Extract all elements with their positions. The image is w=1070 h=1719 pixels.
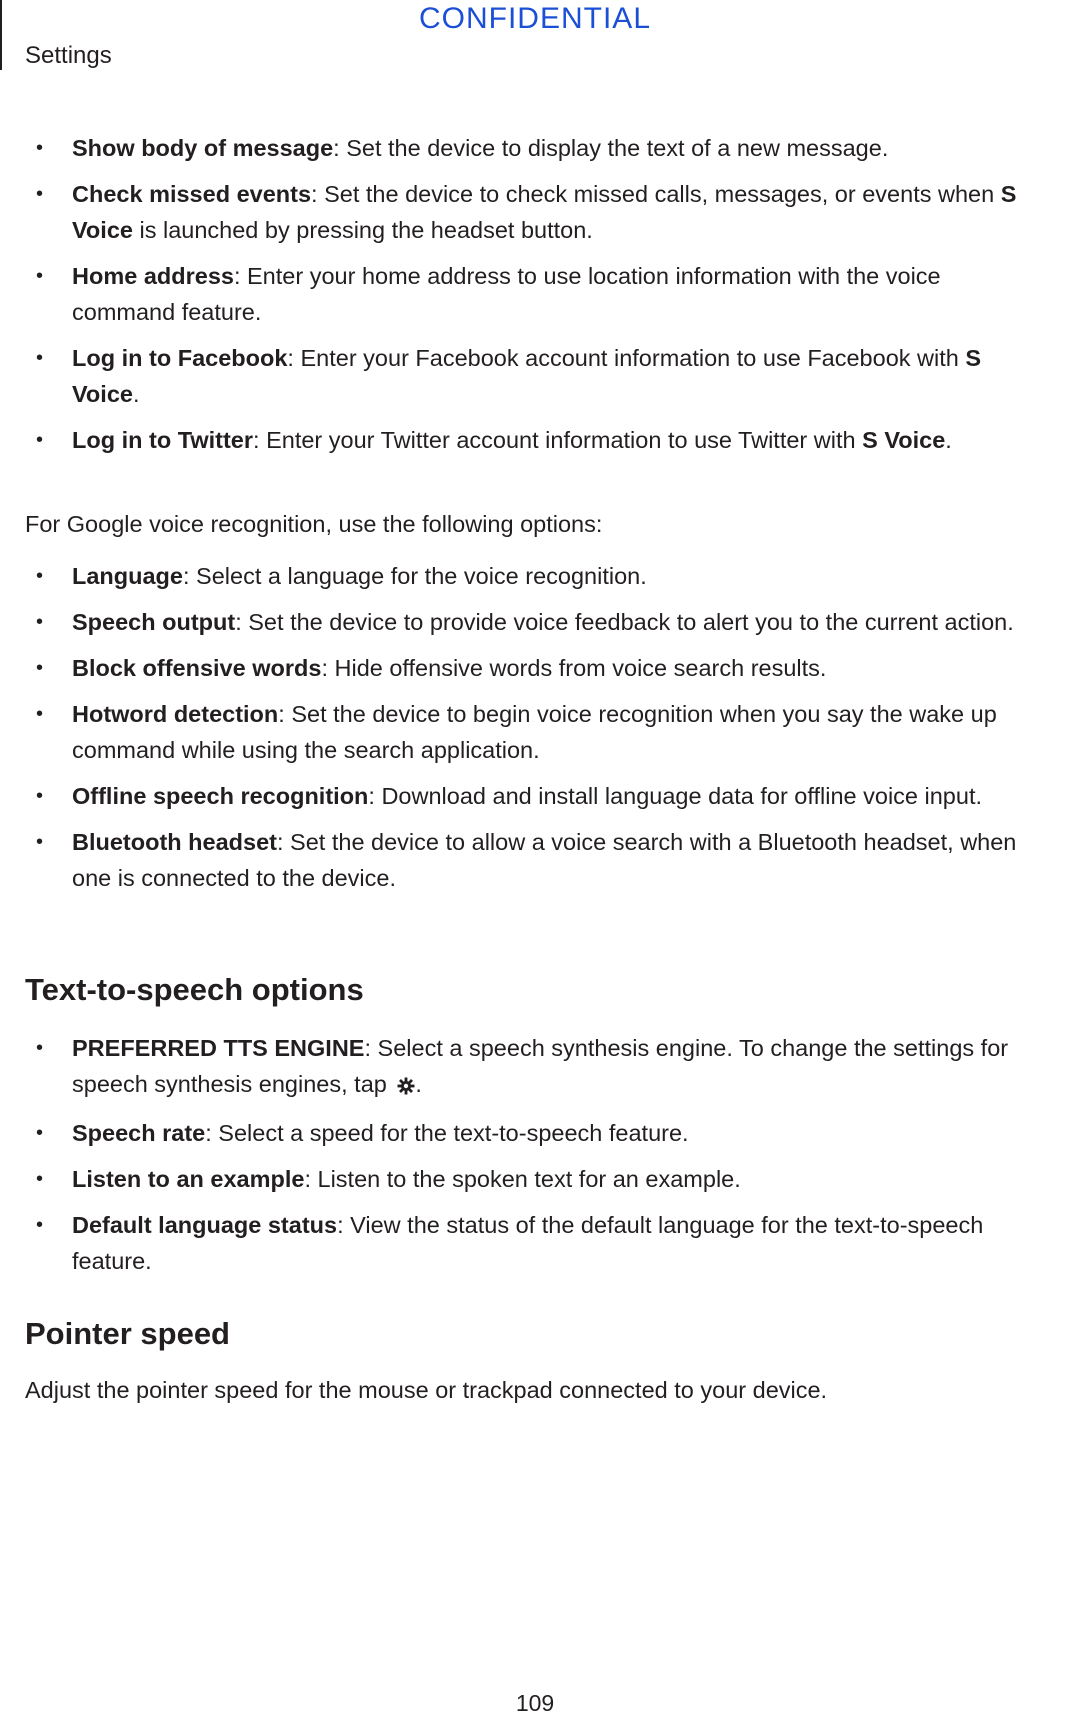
bullet-icon: • — [36, 611, 44, 633]
confidential-watermark: CONFIDENTIAL — [418, 2, 652, 35]
option-term: Speech output — [72, 609, 236, 635]
gear-icon — [397, 1069, 415, 1105]
list-item — [0, 340, 1070, 412]
pointer-speed-text: Adjust the pointer speed for the mouse or trackpad connected to your device. — [25, 1377, 828, 1403]
google-intro-text: For Google voice recognition, use the following options: — [25, 511, 603, 537]
bullet-icon: • — [36, 565, 44, 587]
option-term: Check missed events — [72, 181, 312, 207]
bullet-icon: • — [36, 831, 44, 853]
list-item — [0, 1207, 1070, 1279]
list-item — [0, 1115, 1070, 1151]
list-item — [0, 696, 1070, 768]
bullet-icon: • — [36, 183, 44, 205]
bullet-icon: • — [36, 1214, 44, 1236]
option-desc: : Enter your home address to use location information with the voice command feature. — [72, 263, 941, 325]
option-term: Listen to an example — [72, 1166, 305, 1192]
bullet-icon: • — [36, 657, 44, 679]
option-term: Hotword detection — [72, 701, 279, 727]
bullet-icon: • — [36, 347, 44, 369]
option-desc: : Set the device to provide voice feedback to alert you to the current action. — [235, 609, 1014, 635]
bullet-icon: • — [36, 429, 44, 451]
list-item — [0, 824, 1070, 896]
option-desc: : Select a language for the voice recognition. — [182, 563, 647, 589]
bullet-icon: • — [36, 785, 44, 807]
list-item — [0, 1030, 1070, 1105]
option-desc: : Set the device to begin voice recognition when you say the wake up command while using the search application. — [72, 701, 997, 763]
google-voice-options-list — [0, 558, 1070, 906]
option-term: Default language status — [72, 1212, 338, 1238]
section-header: Settings — [25, 42, 112, 69]
option-term: Offline speech recognition — [72, 783, 369, 809]
option-desc-tail: . — [945, 427, 952, 453]
list-item — [0, 1161, 1070, 1197]
pointer-speed-heading: Pointer speed — [25, 1316, 230, 1351]
option-desc: : Hide offensive words from voice search results. — [321, 655, 827, 681]
option-term: Log in to Facebook — [72, 345, 288, 371]
option-desc: : Listen to the spoken text for an example. — [304, 1166, 741, 1192]
option-term: PREFERRED TTS ENGINE — [72, 1035, 365, 1061]
option-desc: : Select a speed for the text-to-speech feature. — [205, 1120, 689, 1146]
option-desc: : Set the device to display the text of a new message. — [333, 135, 889, 161]
list-item — [0, 650, 1070, 686]
option-desc-tail: . — [415, 1071, 422, 1097]
option-term: Block offensive words — [72, 655, 322, 681]
list-item — [0, 176, 1070, 248]
list-item — [0, 258, 1070, 330]
option-desc: : Enter your Facebook account information to use Facebook with — [287, 345, 966, 371]
option-term: Speech rate — [72, 1120, 206, 1146]
page-number: 109 — [515, 1690, 555, 1716]
option-desc-tail: . — [132, 381, 140, 407]
option-desc: : Select a speech synthesis engine. To change the settings for speech synthesis engines, tap — [72, 1035, 1009, 1097]
list-item — [0, 130, 1070, 166]
option-term-inline: S Voice — [862, 427, 946, 453]
option-term: Home address — [72, 263, 234, 289]
bullet-icon: • — [36, 703, 44, 725]
option-desc: : Set the device to check missed calls, messages, or events when — [311, 181, 1001, 207]
list-item — [0, 604, 1070, 640]
option-term: Language — [72, 563, 183, 589]
option-term: Log in to Twitter — [72, 427, 254, 453]
list-item — [0, 558, 1070, 594]
option-desc: : View the status of the default language for the text-to-speech feature. — [72, 1212, 984, 1274]
tts-heading: Text-to-speech options — [25, 972, 364, 1007]
option-desc-tail: is launched by pressing the headset button. — [132, 217, 593, 243]
bullet-icon: • — [36, 1122, 44, 1144]
tts-options-list — [0, 1030, 1070, 1289]
list-item — [0, 422, 1070, 458]
option-desc: : Set the device to allow a voice search with a Bluetooth headset, when one is connected to the device. — [72, 829, 1017, 891]
option-desc: : Download and install language data for offline voice input. — [368, 783, 982, 809]
bullet-icon: • — [36, 137, 44, 159]
option-term: Bluetooth headset — [72, 829, 277, 855]
bullet-icon: • — [36, 265, 44, 287]
list-item — [0, 778, 1070, 814]
option-term-inline: S Voice — [72, 345, 982, 407]
bullet-icon: • — [36, 1037, 44, 1059]
option-desc: : Enter your Twitter account information to use Twitter with — [253, 427, 863, 453]
s-voice-options-list — [0, 130, 1070, 468]
bullet-icon: • — [36, 1168, 44, 1190]
option-term: Show body of message — [72, 135, 334, 161]
option-term-inline: S Voice — [72, 181, 1017, 243]
